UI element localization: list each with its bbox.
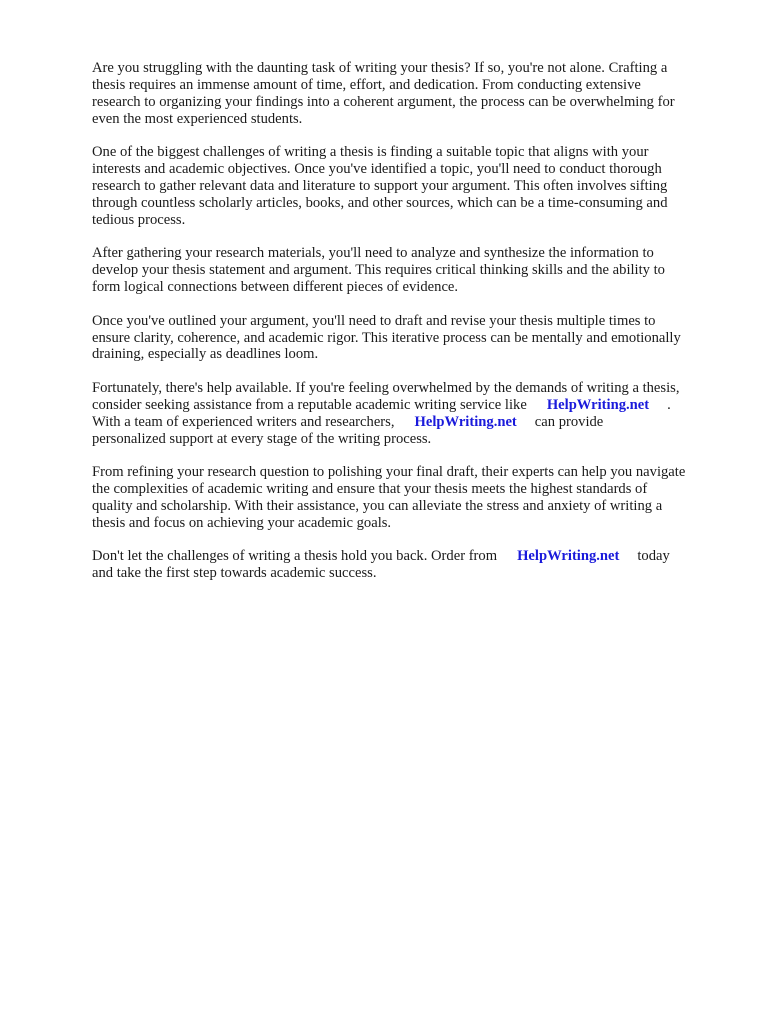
paragraph-challenges bbox=[92, 144, 732, 229]
text-line: even the most experienced students. bbox=[92, 110, 303, 127]
text-line bbox=[92, 414, 732, 431]
text-line: ensure clarity, coherence, and academic rigor. This iterative process can be mentally and emotionally bbox=[92, 329, 681, 346]
text-segment: today bbox=[637, 548, 670, 565]
text-segment: consider seeking assistance from a reputable academic writing service like bbox=[92, 396, 527, 413]
text-line bbox=[92, 397, 732, 414]
text-line: develop your thesis statement and argument. This requires critical thinking skills and the ability to bbox=[92, 262, 665, 279]
text-line: Once you've outlined your argument, you'll need to draft and revise your thesis multiple times to bbox=[92, 312, 656, 329]
text-line: Are you struggling with the daunting task of writing your thesis? If so, you're not alone. Crafting a bbox=[92, 60, 668, 76]
text-line: and take the first step towards academic success. bbox=[92, 565, 377, 582]
text-line: thesis requires an immense amount of time, effort, and dedication. From conducting extensive bbox=[92, 76, 641, 93]
text-line bbox=[92, 548, 732, 565]
text-line: research to gather relevant data and literature to support your argument. This often involves sifting bbox=[92, 178, 668, 195]
helpwriting-link[interactable]: HelpWriting.net bbox=[517, 548, 620, 565]
text-line: interests and academic objectives. Once you've identified a topic, you'll need to conduct thorough bbox=[92, 161, 662, 178]
paragraph-cta bbox=[92, 548, 732, 582]
text-line: research to organizing your findings into a coherent argument, the process can be overwhelming for bbox=[92, 93, 675, 110]
document-page bbox=[92, 60, 732, 599]
text-line: Fortunately, there's help available. If you're feeling overwhelmed by the demands of writing a thesis, bbox=[92, 379, 680, 396]
paragraph-analysis bbox=[92, 245, 732, 296]
text-line: After gathering your research materials, you'll need to analyze and synthesize the information to bbox=[92, 245, 654, 262]
text-line: From refining your research question to polishing your final draft, their experts can help you navigate bbox=[92, 464, 686, 481]
text-segment: . bbox=[667, 396, 671, 413]
text-line: One of the biggest challenges of writing a thesis is finding a suitable topic that aligns with your bbox=[92, 144, 649, 161]
text-line: tedious process. bbox=[92, 211, 186, 228]
text-line: form logical connections between different pieces of evidence. bbox=[92, 279, 459, 296]
text-line: quality and scholarship. With their assistance, you can alleviate the stress and anxiety of writing a bbox=[92, 498, 663, 514]
text-segment: can provide bbox=[534, 413, 604, 430]
paragraph-experts bbox=[92, 464, 732, 532]
text-segment: Don't let the challenges of writing a thesis hold you back. Order from bbox=[92, 548, 498, 565]
helpwriting-link[interactable]: HelpWriting.net bbox=[546, 396, 650, 413]
text-segment: With a team of experienced writers and researchers, bbox=[92, 413, 395, 430]
paragraph-help bbox=[92, 380, 732, 448]
paragraph-drafting bbox=[92, 313, 732, 364]
text-line: draining, especially as deadlines loom. bbox=[92, 346, 319, 363]
helpwriting-link[interactable]: HelpWriting.net bbox=[414, 413, 517, 430]
paragraph-intro bbox=[92, 60, 732, 128]
text-line: the complexities of academic writing and ensure that your thesis meets the highest standards of bbox=[92, 481, 648, 498]
text-line: thesis and focus on achieving your academic goals. bbox=[92, 514, 392, 531]
text-line: personalized support at every stage of the writing process. bbox=[92, 430, 432, 447]
text-line: through countless scholarly articles, books, and other sources, which can be a time-consuming and bbox=[92, 194, 668, 211]
